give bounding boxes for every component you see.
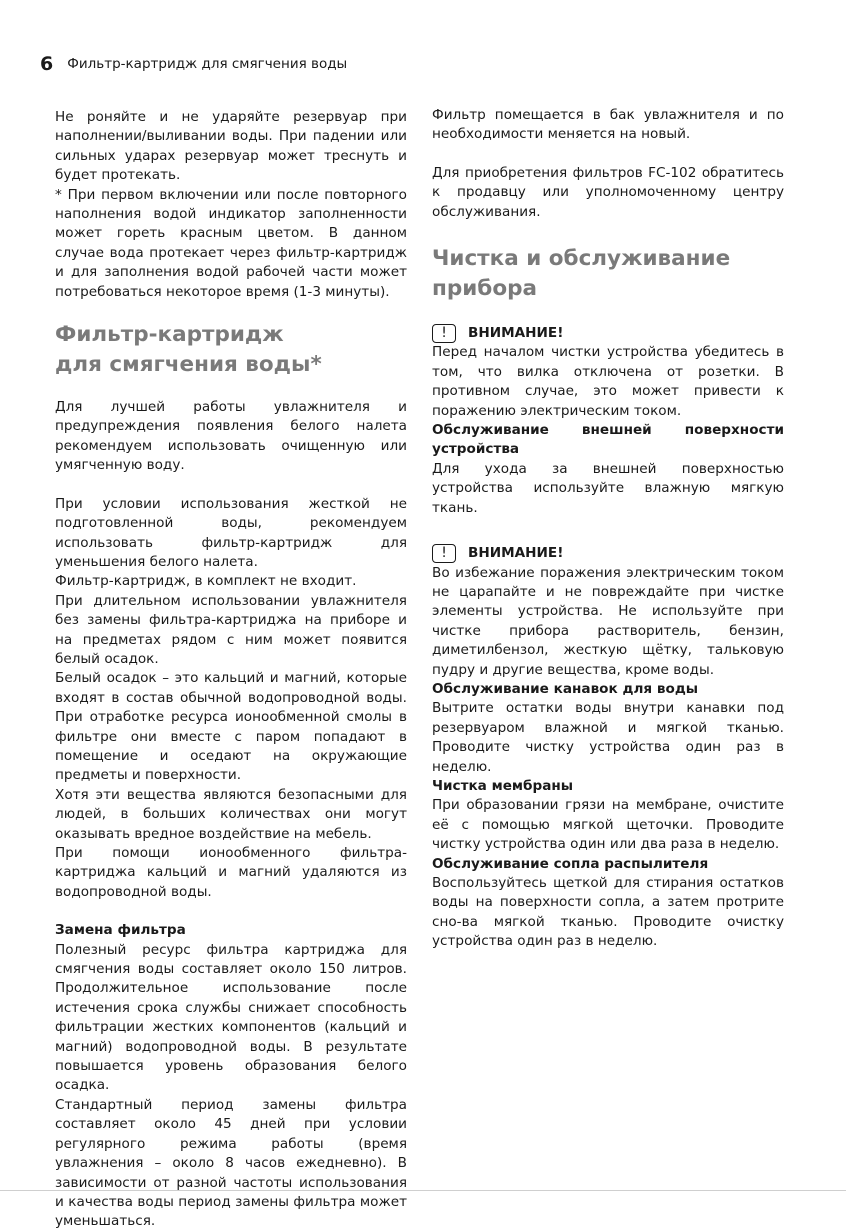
paragraph: При длительном использовании увлажнителя без замены фильтра-картриджа на приборе и на предметах рядом с ним может появится белый осадок. bbox=[55, 592, 407, 667]
running-title: Фильтр-картридж для смягчения воды bbox=[67, 56, 348, 72]
warning-text: Перед началом чистки устройства убедитесь в том, что вилка отключена от розетки. В противном случае, это может привести к поражению электрическим током. bbox=[432, 344, 784, 419]
paragraph: Воспользуйтесь щеткой для стирания остатков воды на поверхности сопла, а затем протрите сно-ва мягкой тканью. Проводите очистку устройства один раз в неделю. bbox=[432, 875, 784, 950]
paragraph: Стандартный период замены фильтра составляет около 45 дней при условии регулярного режима работы (время увлажнения – около 8 часов ежедневно). В зависимости от разной частоты использования и качества воды период замены фильтра может уменьшаться. bbox=[55, 1096, 407, 1230]
warning-icon: ! bbox=[432, 544, 456, 563]
subheading-nozzle: Обслуживание сопла распылителя bbox=[432, 855, 709, 872]
page-header bbox=[40, 50, 347, 78]
paragraph: Фильтр помещается в бак увлажнителя и по необходимости меняется на новый. bbox=[432, 107, 784, 143]
paragraph: Хотя эти вещества являются безопасными для людей, в больших количествах они могут оказывать вредное воздействие на мебель. bbox=[55, 786, 407, 842]
paragraph: При условии использования жесткой не подготовленной воды, рекомендуем использовать фильтр-картридж для уменьшения белого налета. bbox=[55, 495, 407, 570]
warning-header bbox=[432, 544, 784, 563]
section-title-line: Фильтр-картридж bbox=[55, 322, 284, 348]
right-column bbox=[432, 106, 784, 952]
bottom-divider bbox=[0, 1190, 846, 1191]
subheading-membrane: Чистка мембраны bbox=[432, 777, 574, 794]
section-title-line: для смягчения воды* bbox=[55, 352, 322, 378]
warning-label: ВНИМАНИЕ! bbox=[468, 545, 564, 562]
subheading-grooves: Обслуживание канавок для воды bbox=[432, 680, 699, 697]
paragraph: Для лучшей работы увлажнителя и предупреждения появления белого налета рекомендуем использовать очищенную или умягченную воду. bbox=[55, 399, 407, 474]
section-title-cleaning: Чистка и обслуживание прибора bbox=[432, 246, 731, 302]
paragraph: При образовании грязи на мембране, очистите её с помощью мягкой щеточки. Проводите чистку устройства один или два раза в неделю. bbox=[432, 797, 784, 853]
paragraph: Вытрите остатки воды внутри канавки под резервуаром влажной и мягкой тканью. Проводите чистку устройства один раз в неделю. bbox=[432, 700, 784, 775]
paragraph: Белый осадок – это кальций и магний, которые входят в состав обычной водопроводной воды. При отработке ресурса ионообменной смолы в фильтре они вместе с паром попадают в помещение и оседают на окружающие предметы и поверхности. bbox=[55, 670, 407, 784]
paragraph: При помощи ионообменного фильтра-картриджа кальций и магний удаляются из водопроводной воды. bbox=[55, 845, 407, 900]
warning-header bbox=[432, 324, 784, 343]
left-column bbox=[55, 108, 407, 1232]
warning-text: Во избежание поражения электрическим током не царапайте и не повреждайте при чистке элементы устройства. Не используйте при чистке прибора растворитель, бензин, диметилбензол, жесткую щётку, тальковую пудру и другие вещества, кроме воды. bbox=[432, 564, 784, 678]
paragraph: Не роняйте и не ударяйте резервуар при наполнении/выливании воды. При падении или сильных ударах резервуар может треснуть и будет протекать. bbox=[55, 109, 407, 184]
subheading-outer-surface: Обслуживание внешней поверхности устройства bbox=[432, 422, 784, 458]
warning-label: ВНИМАНИЕ! bbox=[468, 325, 564, 342]
paragraph: Для ухода за внешней поверхностью устройства используйте влажную мягкую ткань. bbox=[432, 460, 784, 516]
paragraph: Фильтр-картридж, в комплект не входит. bbox=[55, 573, 357, 590]
subheading-filter-replacement: Замена фильтра bbox=[55, 922, 186, 939]
page-number: 6 bbox=[40, 53, 54, 75]
warning-icon: ! bbox=[432, 324, 456, 343]
paragraph: Для приобретения фильтров FC-102 обратитесь к продавцу или уполномоченному центру обслуживания. bbox=[432, 164, 784, 220]
section-title-filter bbox=[55, 320, 407, 380]
paragraph: * При первом включении или после повторного наполнения водой индикатор заполненности может гореть красным цветом. В данном случае вода протекает через фильтр-картридж и для заполнения водой рабочей части может потребоваться некоторое время (1-3 минуты). bbox=[55, 186, 407, 300]
paragraph: Полезный ресурс фильтра картриджа для смягчения воды составляет около 150 литров. Продолжительное использование после истечения срока службы снижает способность фильтрации жестких компонентов (кальций и магний) водопроводной воды. В результате повышается уровень образования белого осадка. bbox=[55, 941, 407, 1094]
